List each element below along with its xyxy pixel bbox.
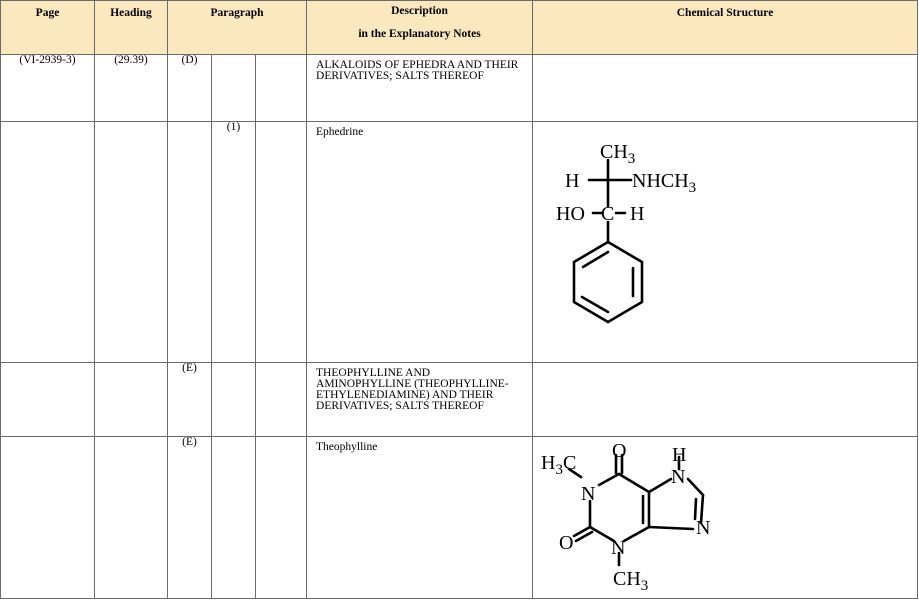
cell-page [1, 363, 95, 437]
cell-heading [95, 122, 168, 363]
cell-heading: (29.39) [95, 55, 168, 122]
cell-heading [95, 437, 168, 599]
cell-paragraph-2 [212, 363, 256, 437]
ephedrine-h-right-label: H [630, 203, 645, 225]
table-row [1, 55, 918, 122]
ephedrine-ch3-label: $CH_3$ [600, 141, 636, 167]
theophylline-structure [533, 437, 917, 597]
cell-paragraph-3 [256, 437, 307, 599]
cell-structure [533, 437, 918, 599]
theophylline-o-top-label: O [612, 440, 627, 462]
theophylline-n1-label: N [581, 483, 596, 505]
ephedrine-nhch3-label: $NHCH_3$ [632, 170, 697, 196]
header-description-line1: Description [391, 5, 448, 17]
table-row [1, 437, 918, 599]
ephedrine-structure [533, 122, 917, 362]
theophylline-n7-label: N [671, 466, 686, 488]
cell-heading [95, 363, 168, 437]
cell-structure [533, 122, 918, 363]
cell-paragraph-2: (1) [212, 122, 256, 363]
ephedrine-h-left-label: H [565, 170, 580, 192]
cell-description: Ephedrine [307, 122, 533, 363]
cell-page: (VI-2939-3) [1, 55, 95, 122]
cell-description: Theophylline [307, 437, 533, 599]
theophylline-n9-label: N [696, 517, 711, 539]
theophylline-o-bottom-label: O [559, 532, 574, 554]
theophylline-h-top-label: H [672, 444, 687, 466]
cell-paragraph-2 [212, 437, 256, 599]
cell-paragraph-1: (D) [168, 55, 212, 122]
header-heading: Heading [95, 1, 168, 55]
cell-paragraph-3 [256, 55, 307, 122]
theophylline-ch3-label: $CH_3$ [613, 568, 649, 594]
cell-paragraph-3 [256, 122, 307, 363]
cell-paragraph-1: (E) [168, 437, 212, 599]
cell-description: ALKALOIDS OF EPHEDRA AND THEIR DERIVATIVES; SALTS THEREOF [307, 55, 533, 122]
cell-description: THEOPHYLLINE AND AMINOPHYLLINE (THEOPHYLLINE-ETHYLENEDIAMINE) AND THEIR DERIVATIVES; SALTS THEREOF [307, 363, 533, 437]
cell-paragraph-3 [256, 363, 307, 437]
ephedrine-c-label: C [601, 203, 615, 225]
cell-paragraph-1 [168, 122, 212, 363]
header-paragraph: Paragraph [168, 1, 307, 55]
header-page: Page [1, 1, 95, 55]
cell-page [1, 437, 95, 599]
ephedrine-ho-label: HO [556, 203, 585, 225]
theophylline-n3-label: N [611, 537, 626, 559]
table-row [1, 122, 918, 363]
header-row [1, 1, 918, 55]
theophylline-h3c-label: $H_3C$ [541, 452, 577, 478]
cell-page [1, 122, 95, 363]
header-description [307, 1, 533, 55]
cell-paragraph-2 [212, 55, 256, 122]
cell-structure [533, 363, 918, 437]
header-description-line2: in the Explanatory Notes [358, 28, 481, 40]
cell-paragraph-1: (E) [168, 363, 212, 437]
cell-structure [533, 55, 918, 122]
header-structure: Chemical Structure [533, 1, 918, 55]
table-row [1, 363, 918, 437]
